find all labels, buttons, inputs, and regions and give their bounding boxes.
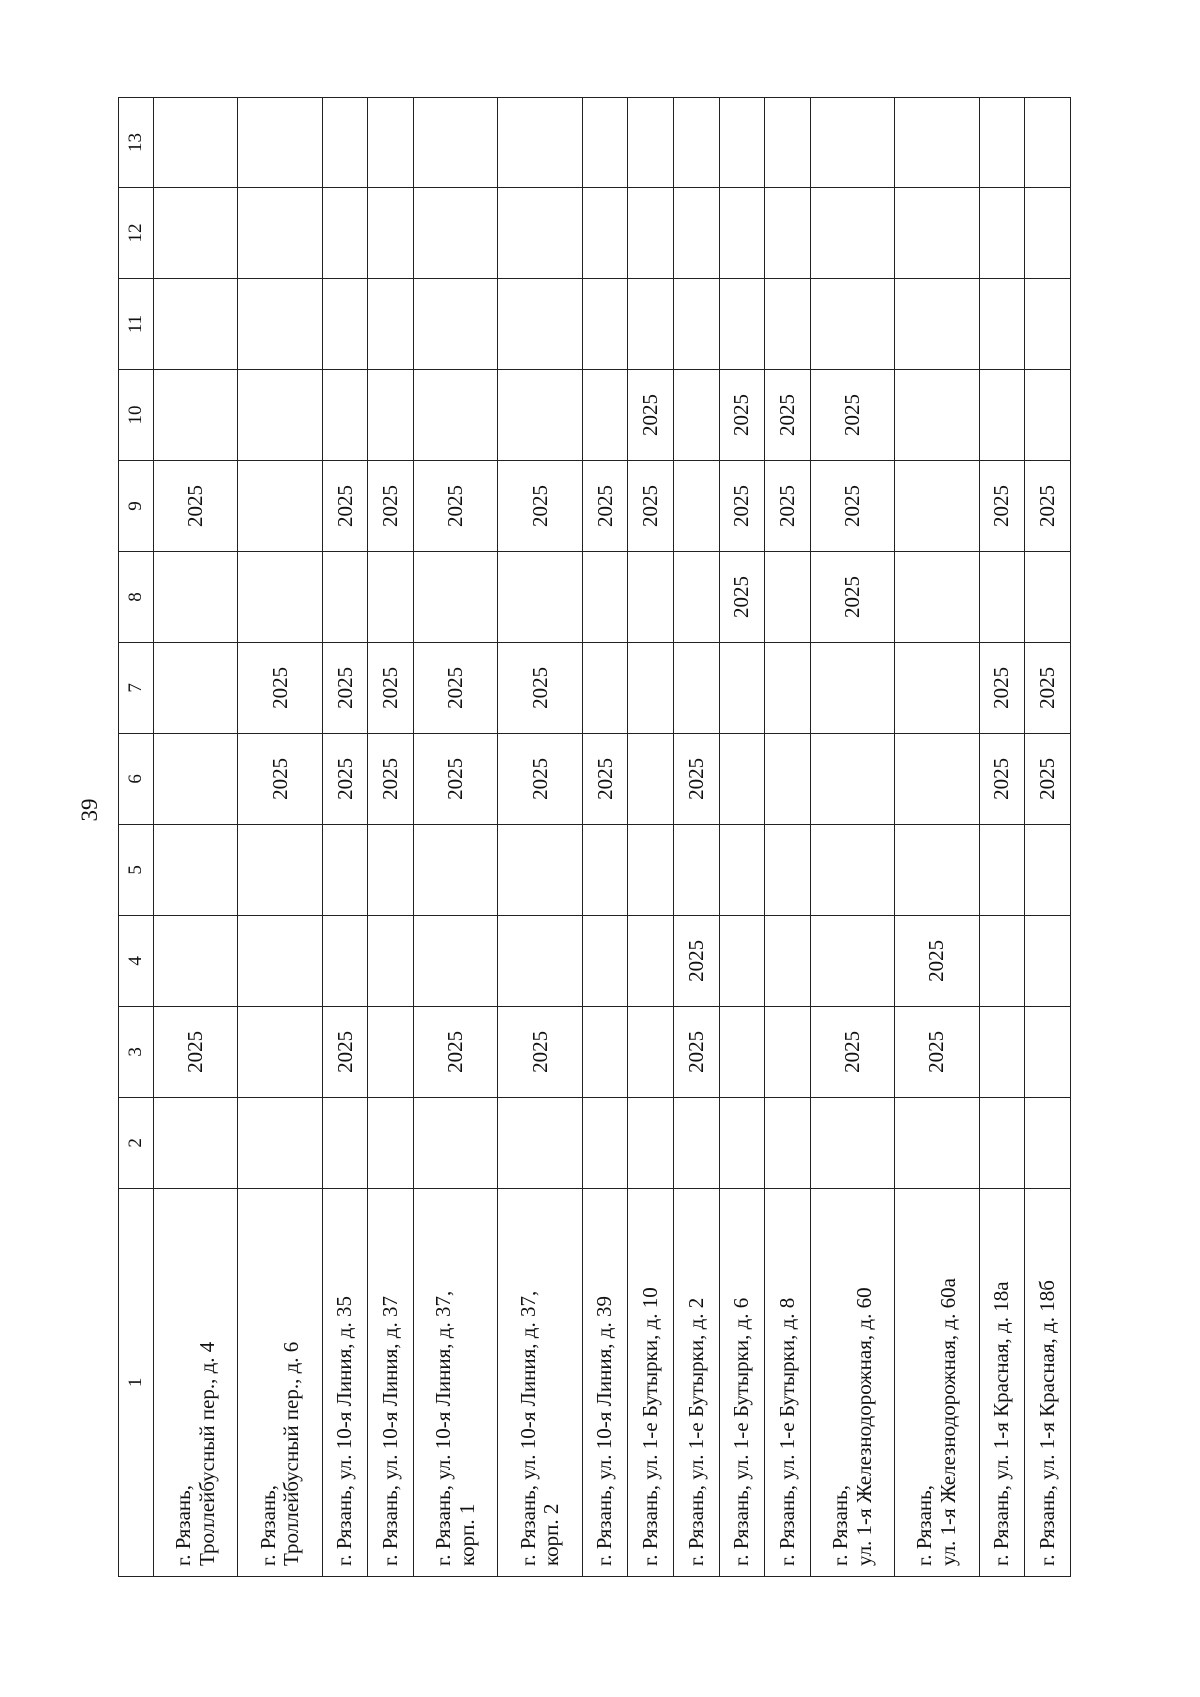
year-cell-col-11 <box>765 278 811 369</box>
year-cell-col-4 <box>154 915 238 1006</box>
year-cell-col-8 <box>154 551 238 642</box>
year-cell-col-13 <box>719 98 765 188</box>
year-cell-col-6 <box>719 733 765 824</box>
header-cell-10: 10 <box>119 369 154 460</box>
year-cell-col-9: 2025 <box>719 460 765 551</box>
year-cell-col-5 <box>154 824 238 915</box>
year-cell-col-8 <box>582 551 628 642</box>
year-cell-col-9: 2025 <box>979 460 1025 551</box>
table-row <box>368 98 414 1577</box>
table-row <box>322 98 368 1577</box>
year-cell-col-3 <box>238 1006 322 1097</box>
year-cell-col-4 <box>498 915 582 1006</box>
year-cell-col-10 <box>582 369 628 460</box>
year-cell-col-13 <box>628 98 674 188</box>
year-cell-col-3: 2025 <box>322 1006 368 1097</box>
schedule-table <box>118 97 1071 1577</box>
year-cell-col-5 <box>674 824 720 915</box>
year-cell-col-11 <box>674 278 720 369</box>
year-cell-col-13 <box>895 98 979 188</box>
year-cell-col-6: 2025 <box>979 733 1025 824</box>
year-cell-col-13 <box>414 98 498 188</box>
year-cell-col-6: 2025 <box>238 733 322 824</box>
year-cell-col-9: 2025 <box>628 460 674 551</box>
year-cell-col-2 <box>765 1097 811 1188</box>
year-cell-col-2 <box>498 1097 582 1188</box>
table-row <box>765 98 811 1577</box>
header-cell-12: 12 <box>119 188 154 279</box>
header-cell-3: 3 <box>119 1006 154 1097</box>
address-cell: г. Рязань, ул. 1-е Бутырки, д. 10 <box>628 1188 674 1576</box>
year-cell-col-12 <box>810 188 894 279</box>
table-row <box>238 98 322 1577</box>
year-cell-col-12 <box>154 188 238 279</box>
page-number: 39 <box>77 798 102 822</box>
year-cell-col-8: 2025 <box>810 551 894 642</box>
table-row <box>154 98 238 1577</box>
year-cell-col-7: 2025 <box>368 642 414 733</box>
year-cell-col-6: 2025 <box>582 733 628 824</box>
year-cell-col-4 <box>414 915 498 1006</box>
year-cell-col-13 <box>674 98 720 188</box>
header-cell-9: 9 <box>119 460 154 551</box>
year-cell-col-12 <box>368 188 414 279</box>
year-cell-col-4 <box>810 915 894 1006</box>
year-cell-col-6: 2025 <box>1025 733 1071 824</box>
year-cell-col-4 <box>368 915 414 1006</box>
year-cell-col-10 <box>238 369 322 460</box>
address-cell: г. Рязань, Троллейбусный пер., д. 4 <box>154 1188 238 1576</box>
year-cell-col-10: 2025 <box>628 369 674 460</box>
address-cell: г. Рязань, ул. 1-я Красная, д. 18а <box>979 1188 1025 1576</box>
year-cell-col-11 <box>322 278 368 369</box>
year-cell-col-8 <box>628 551 674 642</box>
year-cell-col-9: 2025 <box>582 460 628 551</box>
year-cell-col-8 <box>368 551 414 642</box>
year-cell-col-9: 2025 <box>154 460 238 551</box>
address-cell: г. Рязань, ул. 10-я Линия, д. 37, корп. 1 <box>414 1188 498 1576</box>
year-cell-col-6 <box>154 733 238 824</box>
year-cell-col-3: 2025 <box>674 1006 720 1097</box>
year-cell-col-9: 2025 <box>414 460 498 551</box>
year-cell-col-11 <box>979 278 1025 369</box>
table-row <box>895 98 979 1577</box>
year-cell-col-5 <box>719 824 765 915</box>
year-cell-col-5 <box>765 824 811 915</box>
year-cell-col-7 <box>674 642 720 733</box>
year-cell-col-7 <box>628 642 674 733</box>
year-cell-col-11 <box>154 278 238 369</box>
year-cell-col-4 <box>238 915 322 1006</box>
year-cell-col-3 <box>582 1006 628 1097</box>
year-cell-col-2 <box>895 1097 979 1188</box>
year-cell-col-8 <box>238 551 322 642</box>
year-cell-col-11 <box>895 278 979 369</box>
year-cell-col-9: 2025 <box>368 460 414 551</box>
year-cell-col-13 <box>765 98 811 188</box>
year-cell-col-9: 2025 <box>322 460 368 551</box>
year-cell-col-10: 2025 <box>810 369 894 460</box>
year-cell-col-2 <box>414 1097 498 1188</box>
year-cell-col-2 <box>719 1097 765 1188</box>
year-cell-col-9 <box>674 460 720 551</box>
year-cell-col-8 <box>765 551 811 642</box>
year-cell-col-12 <box>414 188 498 279</box>
year-cell-col-6: 2025 <box>674 733 720 824</box>
table-row <box>582 98 628 1577</box>
year-cell-col-2 <box>582 1097 628 1188</box>
table-row <box>414 98 498 1577</box>
year-cell-col-11 <box>368 278 414 369</box>
year-cell-col-11 <box>582 278 628 369</box>
address-cell: г. Рязань, ул. 1-я Красная, д. 18б <box>1025 1188 1071 1576</box>
year-cell-col-9: 2025 <box>810 460 894 551</box>
year-cell-col-11 <box>628 278 674 369</box>
year-cell-col-7 <box>582 642 628 733</box>
header-cell-5: 5 <box>119 824 154 915</box>
year-cell-col-3: 2025 <box>895 1006 979 1097</box>
year-cell-col-11 <box>498 278 582 369</box>
address-cell: г. Рязань, ул. 1-е Бутырки, д. 2 <box>674 1188 720 1576</box>
year-cell-col-10 <box>498 369 582 460</box>
year-cell-col-2 <box>368 1097 414 1188</box>
year-cell-col-12 <box>1025 188 1071 279</box>
year-cell-col-4 <box>628 915 674 1006</box>
table-row <box>628 98 674 1577</box>
year-cell-col-4 <box>1025 915 1071 1006</box>
address-cell: г. Рязань, ул. 10-я Линия, д. 37, корп. 2 <box>498 1188 582 1576</box>
year-cell-col-12 <box>628 188 674 279</box>
year-cell-col-7: 2025 <box>238 642 322 733</box>
year-cell-col-11 <box>1025 278 1071 369</box>
year-cell-col-3: 2025 <box>498 1006 582 1097</box>
year-cell-col-6 <box>765 733 811 824</box>
year-cell-col-7: 2025 <box>979 642 1025 733</box>
year-cell-col-2 <box>628 1097 674 1188</box>
year-cell-col-7: 2025 <box>322 642 368 733</box>
year-cell-col-10: 2025 <box>719 369 765 460</box>
year-cell-col-3: 2025 <box>810 1006 894 1097</box>
header-cell-11: 11 <box>119 278 154 369</box>
year-cell-col-8 <box>979 551 1025 642</box>
year-cell-col-7 <box>895 642 979 733</box>
year-cell-col-12 <box>582 188 628 279</box>
year-cell-col-4 <box>322 915 368 1006</box>
address-cell: г. Рязань, ул. 10-я Линия, д. 39 <box>582 1188 628 1576</box>
year-cell-col-7 <box>810 642 894 733</box>
year-cell-col-2 <box>154 1097 238 1188</box>
year-cell-col-2 <box>322 1097 368 1188</box>
year-cell-col-3 <box>368 1006 414 1097</box>
year-cell-col-13 <box>322 98 368 188</box>
table-row <box>498 98 582 1577</box>
table-body <box>119 98 1071 1577</box>
year-cell-col-6: 2025 <box>414 733 498 824</box>
year-cell-col-5 <box>238 824 322 915</box>
year-cell-col-11 <box>414 278 498 369</box>
year-cell-col-2 <box>810 1097 894 1188</box>
year-cell-col-5 <box>498 824 582 915</box>
year-cell-col-2 <box>979 1097 1025 1188</box>
year-cell-col-6: 2025 <box>368 733 414 824</box>
year-cell-col-11 <box>719 278 765 369</box>
address-cell: г. Рязань, ул. 1-я Железнодорожная, д. 60 <box>810 1188 894 1576</box>
year-cell-col-13 <box>498 98 582 188</box>
year-cell-col-9: 2025 <box>1025 460 1071 551</box>
year-cell-col-13 <box>979 98 1025 188</box>
year-cell-col-8 <box>414 551 498 642</box>
year-cell-col-12 <box>895 188 979 279</box>
year-cell-col-4 <box>979 915 1025 1006</box>
year-cell-col-12 <box>979 188 1025 279</box>
year-cell-col-9 <box>895 460 979 551</box>
header-cell-1: 1 <box>119 1188 154 1576</box>
address-cell: г. Рязань, Троллейбусный пер., д. 6 <box>238 1188 322 1576</box>
year-cell-col-6 <box>895 733 979 824</box>
header-cell-8: 8 <box>119 551 154 642</box>
year-cell-col-10 <box>368 369 414 460</box>
year-cell-col-8 <box>498 551 582 642</box>
year-cell-col-5 <box>979 824 1025 915</box>
year-cell-col-6 <box>628 733 674 824</box>
year-cell-col-5 <box>810 824 894 915</box>
year-cell-col-7 <box>719 642 765 733</box>
year-cell-col-7: 2025 <box>414 642 498 733</box>
address-cell: г. Рязань, ул. 10-я Линия, д. 35 <box>322 1188 368 1576</box>
header-cell-7: 7 <box>119 642 154 733</box>
year-cell-col-10 <box>674 369 720 460</box>
header-row <box>119 98 154 1577</box>
table-row <box>979 98 1025 1577</box>
year-cell-col-4: 2025 <box>674 915 720 1006</box>
year-cell-col-10: 2025 <box>765 369 811 460</box>
year-cell-col-12 <box>674 188 720 279</box>
year-cell-col-13 <box>368 98 414 188</box>
year-cell-col-5 <box>582 824 628 915</box>
year-cell-col-5 <box>628 824 674 915</box>
year-cell-col-11 <box>810 278 894 369</box>
year-cell-col-12 <box>719 188 765 279</box>
year-cell-col-9: 2025 <box>498 460 582 551</box>
year-cell-col-3 <box>765 1006 811 1097</box>
year-cell-col-5 <box>368 824 414 915</box>
year-cell-col-10 <box>414 369 498 460</box>
year-cell-col-4 <box>765 915 811 1006</box>
address-cell: г. Рязань, ул. 10-я Линия, д. 37 <box>368 1188 414 1576</box>
year-cell-col-6 <box>810 733 894 824</box>
year-cell-col-13 <box>1025 98 1071 188</box>
year-cell-col-12 <box>238 188 322 279</box>
year-cell-col-12 <box>498 188 582 279</box>
year-cell-col-13 <box>810 98 894 188</box>
header-cell-4: 4 <box>119 915 154 1006</box>
year-cell-col-3 <box>1025 1006 1071 1097</box>
year-cell-col-13 <box>582 98 628 188</box>
year-cell-col-5 <box>895 824 979 915</box>
table-row <box>1025 98 1071 1577</box>
year-cell-col-4: 2025 <box>895 915 979 1006</box>
header-cell-6: 6 <box>119 733 154 824</box>
year-cell-col-4 <box>719 915 765 1006</box>
year-cell-col-10 <box>154 369 238 460</box>
year-cell-col-3: 2025 <box>414 1006 498 1097</box>
year-cell-col-9 <box>238 460 322 551</box>
table-row <box>674 98 720 1577</box>
year-cell-col-3 <box>979 1006 1025 1097</box>
year-cell-col-5 <box>414 824 498 915</box>
year-cell-col-13 <box>154 98 238 188</box>
year-cell-col-5 <box>1025 824 1071 915</box>
year-cell-col-7: 2025 <box>498 642 582 733</box>
year-cell-col-5 <box>322 824 368 915</box>
header-cell-13: 13 <box>119 98 154 188</box>
year-cell-col-3 <box>719 1006 765 1097</box>
year-cell-col-11 <box>238 278 322 369</box>
year-cell-col-12 <box>765 188 811 279</box>
year-cell-col-7 <box>154 642 238 733</box>
year-cell-col-2 <box>238 1097 322 1188</box>
year-cell-col-2 <box>1025 1097 1071 1188</box>
year-cell-col-4 <box>582 915 628 1006</box>
header-cell-2: 2 <box>119 1097 154 1188</box>
year-cell-col-10 <box>1025 369 1071 460</box>
year-cell-col-2 <box>674 1097 720 1188</box>
year-cell-col-8 <box>322 551 368 642</box>
address-cell: г. Рязань, ул. 1-я Железнодорожная, д. 60а <box>895 1188 979 1576</box>
year-cell-col-10 <box>322 369 368 460</box>
table-row <box>810 98 894 1577</box>
year-cell-col-3: 2025 <box>154 1006 238 1097</box>
year-cell-col-7 <box>765 642 811 733</box>
year-cell-col-3 <box>628 1006 674 1097</box>
address-cell: г. Рязань, ул. 1-е Бутырки, д. 6 <box>719 1188 765 1576</box>
address-cell: г. Рязань, ул. 1-е Бутырки, д. 8 <box>765 1188 811 1576</box>
year-cell-col-9: 2025 <box>765 460 811 551</box>
year-cell-col-13 <box>238 98 322 188</box>
year-cell-col-8 <box>674 551 720 642</box>
year-cell-col-8: 2025 <box>719 551 765 642</box>
year-cell-col-6: 2025 <box>498 733 582 824</box>
rotated-table-container <box>118 97 1071 1577</box>
year-cell-col-6: 2025 <box>322 733 368 824</box>
year-cell-col-8 <box>895 551 979 642</box>
year-cell-col-10 <box>895 369 979 460</box>
table-row <box>719 98 765 1577</box>
year-cell-col-10 <box>979 369 1025 460</box>
year-cell-col-7: 2025 <box>1025 642 1071 733</box>
year-cell-col-8 <box>1025 551 1071 642</box>
year-cell-col-12 <box>322 188 368 279</box>
